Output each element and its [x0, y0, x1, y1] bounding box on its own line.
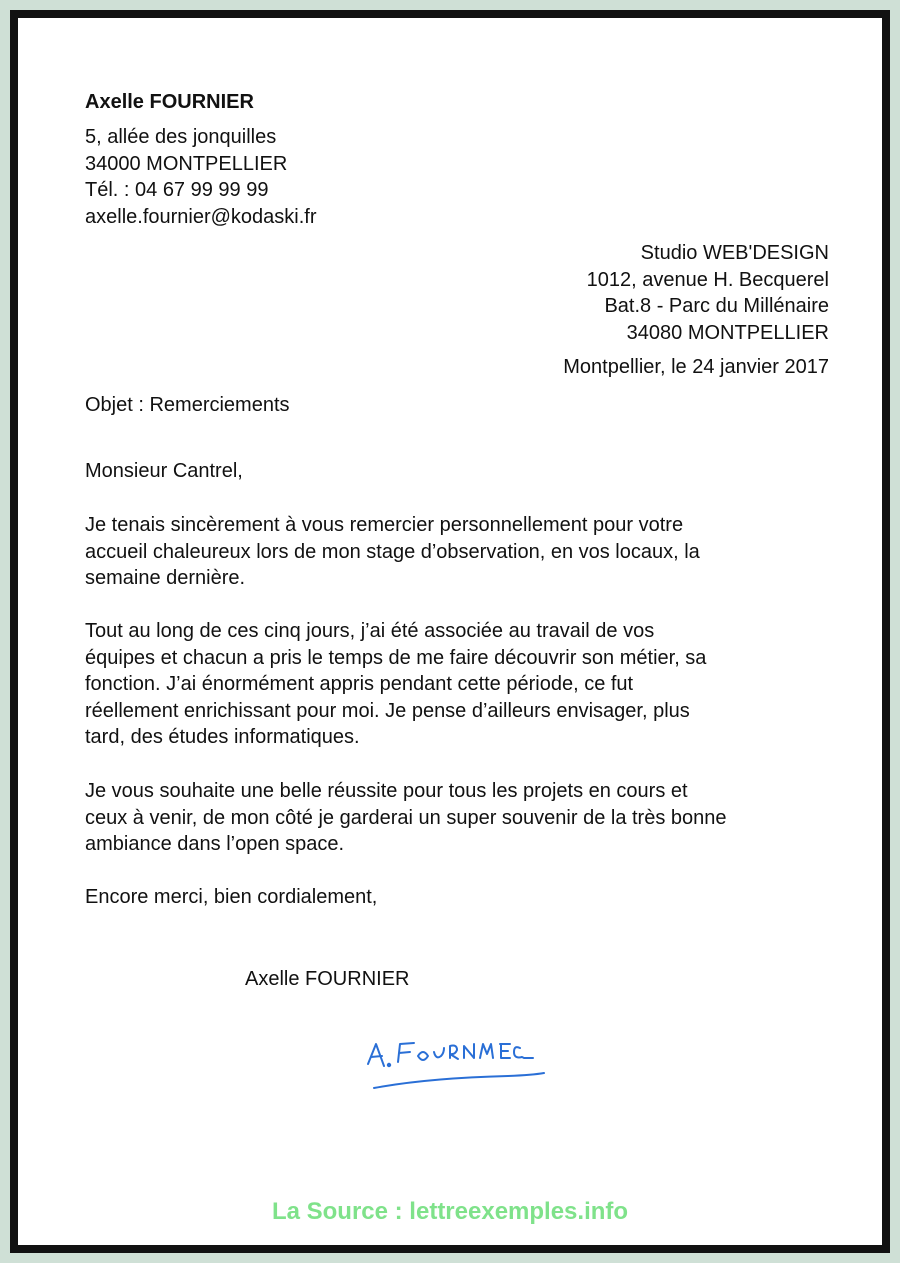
page-frame — [10, 10, 890, 1253]
body-paragraph-2 — [85, 618, 706, 751]
body-paragraph-3 — [85, 778, 727, 858]
recipient-address-line1: 1012, avenue H. Becquerel — [586, 268, 829, 291]
salutation: Monsieur Cantrel, — [85, 460, 243, 482]
body-paragraph-1 — [85, 512, 700, 592]
recipient-address-line3: 34080 MONTPELLIER — [626, 321, 829, 344]
signature-name: Axelle FOURNIER — [245, 968, 410, 990]
sender-address — [85, 124, 317, 230]
recipient-address — [587, 240, 829, 346]
sender-name: Axelle FOURNIER — [85, 91, 254, 113]
paragraph-line: réellement enrichissant pour moi. Je pense d’ailleurs envisager, plus — [85, 699, 690, 722]
paragraph-line: équipes et chacun a pris le temps de me faire découvrir son métier, sa — [85, 646, 707, 669]
recipient-company: Studio WEB'DESIGN — [640, 242, 829, 264]
source-watermark: La Source : lettreexemples.info — [271, 1198, 629, 1225]
paragraph-line: semaine dernière. — [85, 567, 246, 589]
closing-line: Encore merci, bien cordialement, — [85, 886, 378, 908]
recipient-address-line2: Bat.8 - Parc du Millénaire — [604, 295, 829, 317]
paragraph-line: ceux à venir, de mon côté je garderai un super souvenir de la très bonne — [85, 806, 727, 829]
sender-phone: Tél. : 04 67 99 99 99 — [85, 179, 269, 201]
paragraph-line: tard, des études informatiques. — [85, 726, 360, 748]
paragraph-line: Tout au long de ces cinq jours, j’ai été associée au travail de vos — [85, 620, 655, 642]
sender-address-line1: 5, allée des jonquilles — [85, 126, 277, 148]
paragraph-line: Je tenais sincèrement à vous remercier personnellement pour votre — [85, 514, 684, 536]
paragraph-line: ambiance dans l’open space. — [85, 833, 345, 855]
sender-email: axelle.fournier@kodaski.fr — [85, 205, 317, 228]
handwritten-signature — [358, 1026, 558, 1096]
letter-page — [18, 18, 882, 1245]
letter-subject: Objet : Remerciements — [85, 394, 290, 416]
paragraph-line: accueil chaleureux lors de mon stage d’observation, en vos locaux, la — [85, 540, 700, 563]
sender-address-line2: 34000 MONTPELLIER — [85, 152, 288, 175]
paragraph-line: fonction. J’ai énormément appris pendant cette période, ce fut — [85, 673, 634, 695]
paragraph-line: Je vous souhaite une belle réussite pour tous les projets en cours et — [85, 780, 688, 802]
letter-date: Montpellier, le 24 janvier 2017 — [563, 356, 829, 378]
